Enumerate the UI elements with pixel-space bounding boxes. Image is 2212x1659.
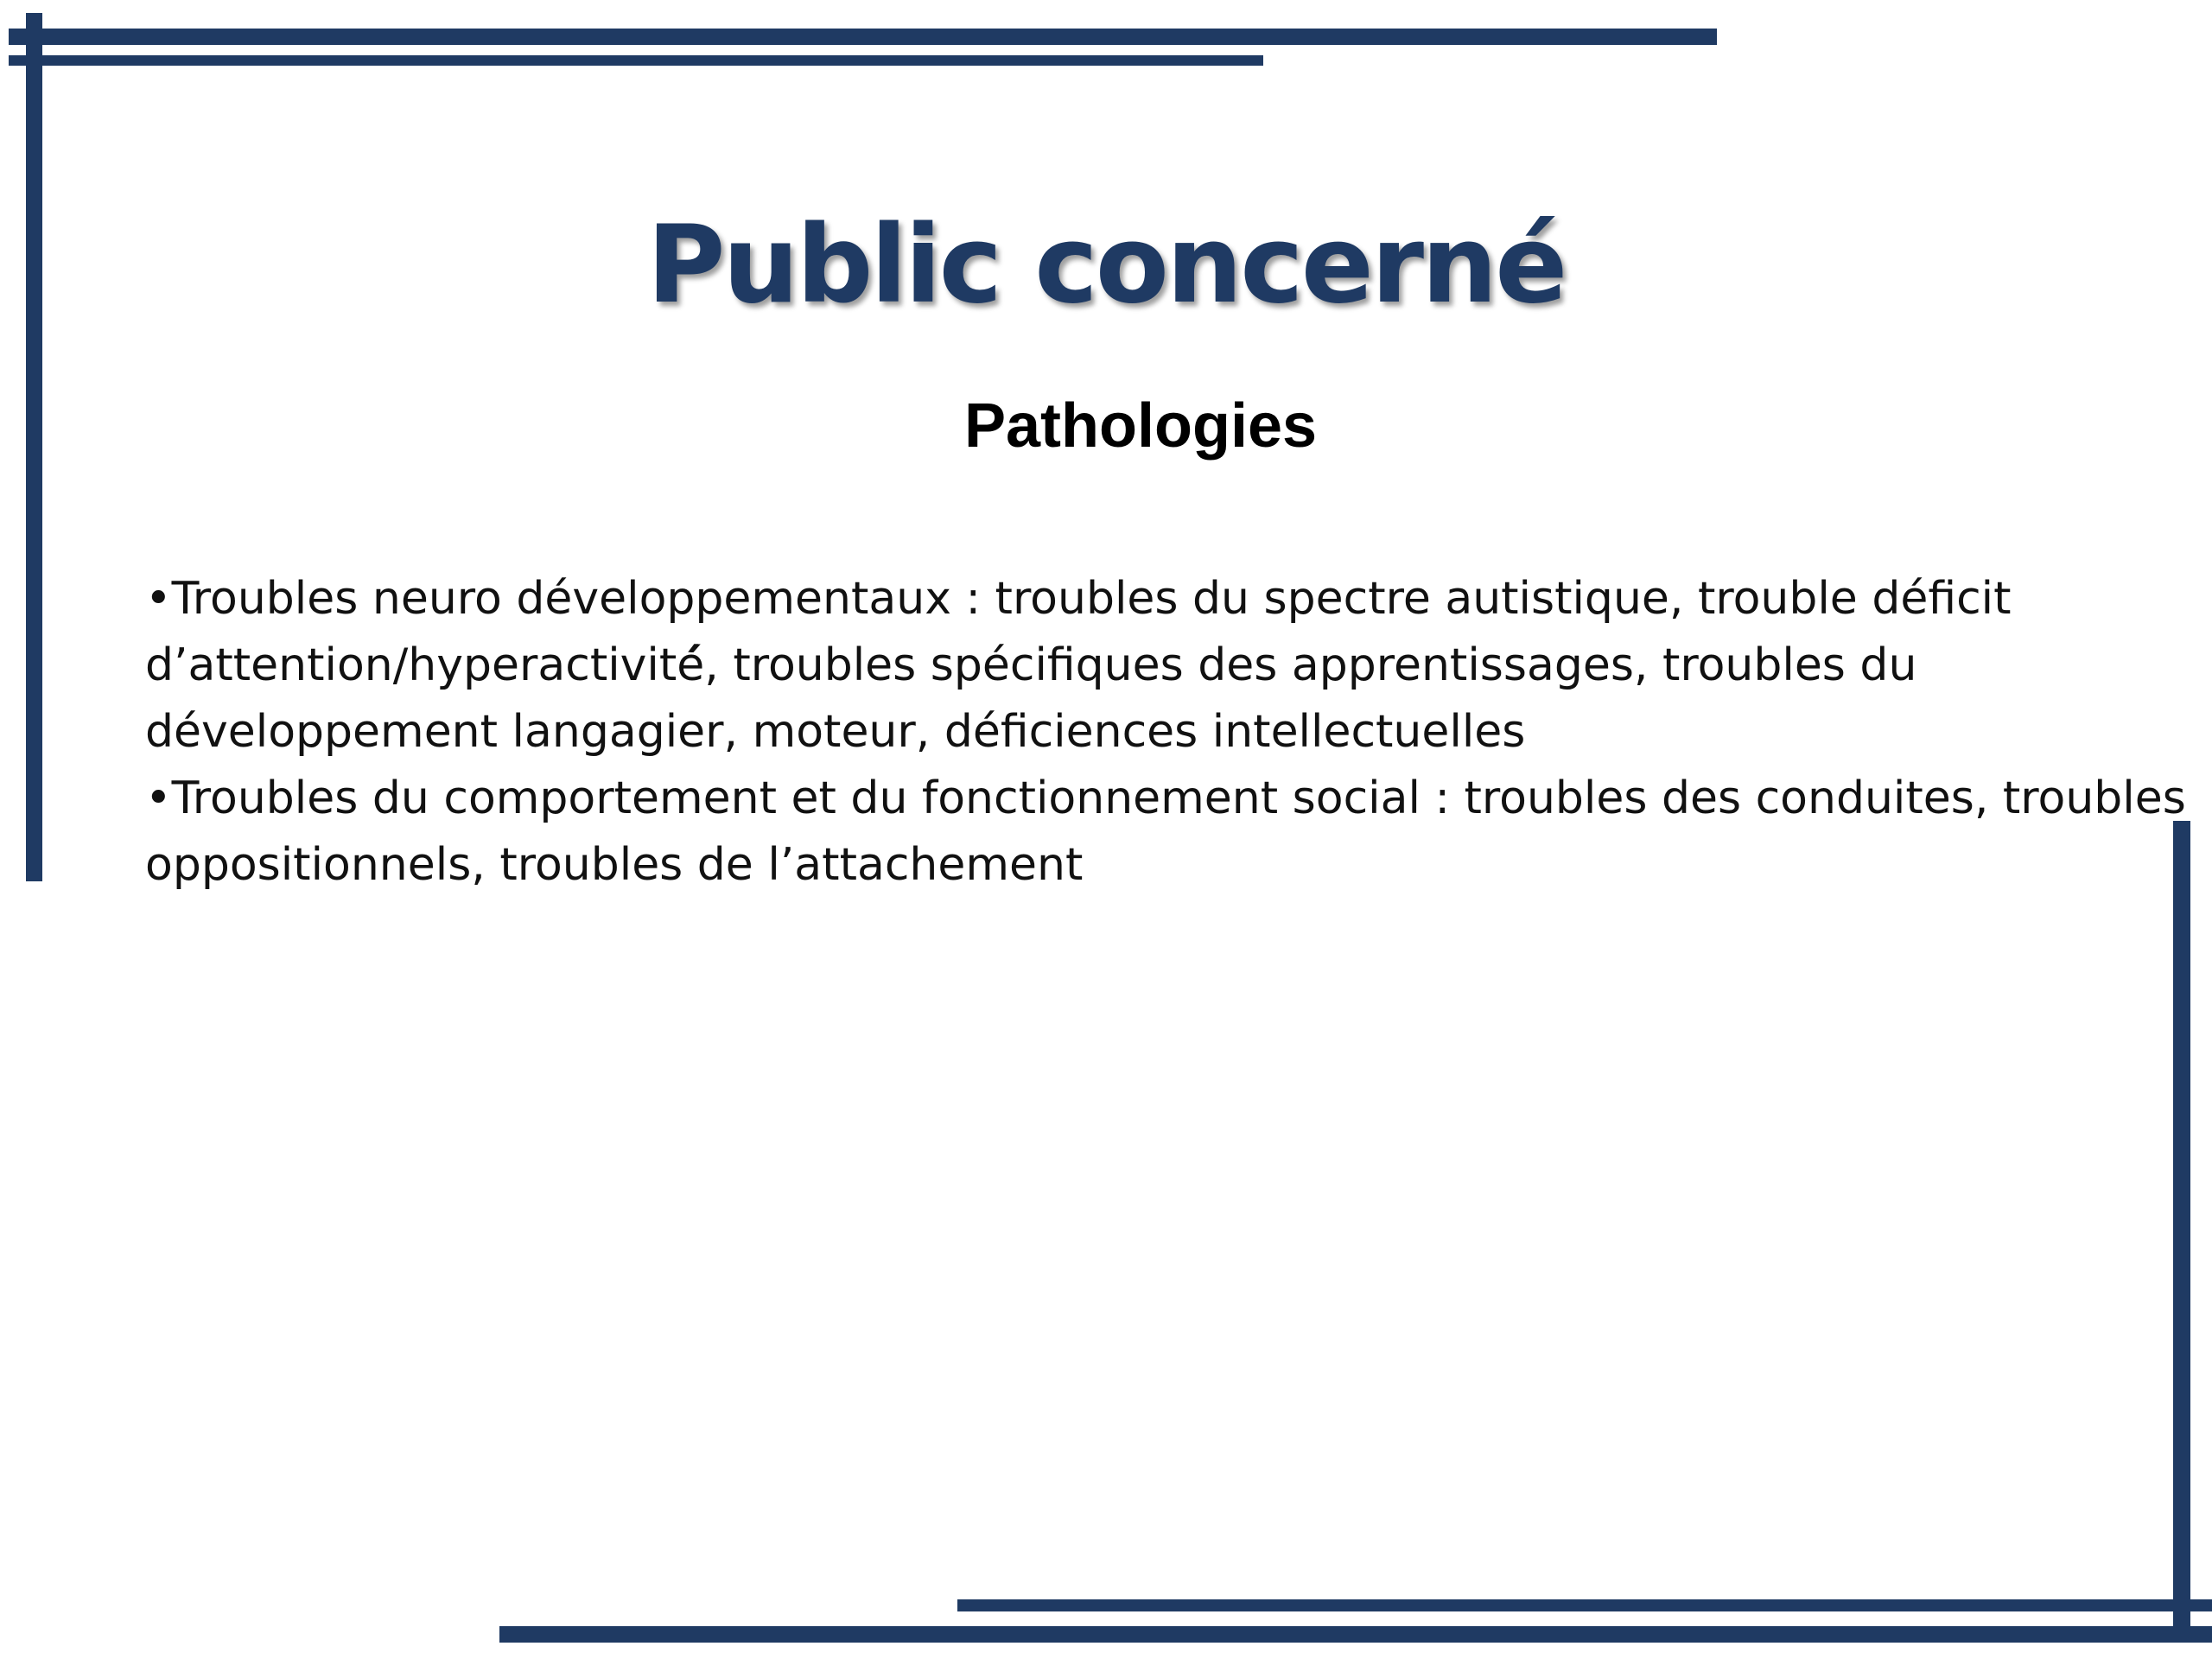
frame-right-bar <box>2173 821 2190 1642</box>
slide-body <box>145 566 2210 899</box>
frame-bottom-bar <box>499 1626 2212 1643</box>
bullet-item: •Troubles du comportement et du fonctionnement social : troubles des conduites, troubles oppositionnels, troubles de l’attachement <box>145 772 2186 891</box>
frame-top-inner-bar <box>9 55 1263 66</box>
bullet-item: •Troubles neuro développementaux : troubles du spectre autistique, trouble déficit d’attention/hyperactivité́, troubles spécifiques des apprentissages, troubles du développement langagier, moteur, déficiences intellectuelles <box>145 573 2012 758</box>
frame-top-bar <box>9 29 1717 45</box>
slide-subtitle: Pathologies <box>963 391 1318 461</box>
frame-bottom-inner-bar <box>957 1599 2212 1611</box>
slide-title: Public concerné <box>646 203 1566 327</box>
